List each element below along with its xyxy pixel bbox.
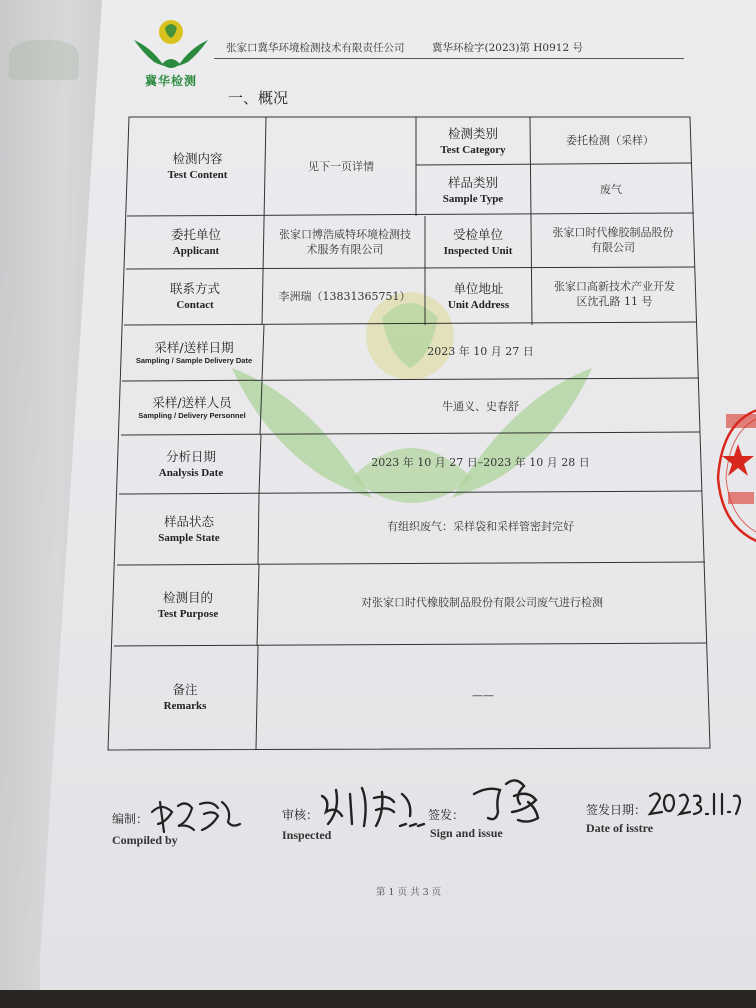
value-remarks <box>258 644 708 748</box>
header-divider <box>214 58 684 59</box>
official-seal-stamp <box>706 398 756 548</box>
label-applicant-en: Applicant <box>172 244 220 257</box>
label-remarks <box>112 646 258 749</box>
label-sampling-personnel-en: Sampling / Delivery Personnel <box>138 411 246 421</box>
label-contact-en: Contact <box>176 299 214 312</box>
label-analysis-date-en: Analysis Date <box>158 466 224 479</box>
page-number: 第 1 页 共 3 页 <box>376 887 442 898</box>
value-sample-state <box>259 492 702 563</box>
value-sample-state-text: 有组织废气：采样袋和采样管密封完好 <box>387 520 574 534</box>
issue-date-label-cn: 签发日期： <box>586 803 647 817</box>
issue-date-label-en: Date of isstre <box>586 821 654 835</box>
section-title: 一、概况 <box>228 89 289 107</box>
label-sample-state <box>119 494 259 565</box>
label-remarks-cn: 备注 <box>172 681 198 697</box>
label-inspected-unit-en: Inspected Unit <box>443 244 513 257</box>
label-applicant-cn: 委托单位 <box>170 226 221 242</box>
sign-label-en: Sign and issue <box>430 826 503 840</box>
label-contact-cn: 联系方式 <box>169 281 220 297</box>
label-test-category <box>416 118 530 165</box>
compiled-signature <box>148 794 244 838</box>
inspected-label-cn: 审核： <box>282 808 319 822</box>
label-sampling-date <box>124 325 264 381</box>
label-test-category-en: Test Category <box>440 143 506 156</box>
label-test-category-cn: 检测类别 <box>447 125 498 141</box>
sign-label-cn: 签发： <box>428 808 465 822</box>
label-analysis-date <box>121 435 261 494</box>
value-test-category <box>530 118 690 165</box>
value-analysis-date-text: 2023 年 10 月 27 日–2023 年 10 月 28 日 <box>371 456 590 470</box>
value-sampling-date-text: 2023 年 10 月 27 日 <box>427 344 534 358</box>
label-sample-state-cn: 样品状态 <box>163 513 214 529</box>
issue-date-handwritten <box>646 786 742 820</box>
label-test-content-en: Test Content <box>167 169 228 182</box>
value-unit-address <box>532 267 697 323</box>
label-inspected-unit <box>425 216 531 269</box>
value-test-purpose-text: 对张家口时代橡胶制品股份有限公司废气进行检测 <box>361 596 603 610</box>
value-sampling-personnel <box>262 380 699 434</box>
label-test-purpose <box>117 565 259 646</box>
label-analysis-date-cn: 分析日期 <box>165 448 216 464</box>
value-contact-text: 李洲瑞（13831365751） <box>278 289 411 303</box>
value-test-content-text: 见下一页详情 <box>308 159 374 173</box>
logo-wordmark: 冀华检测 <box>145 74 198 88</box>
label-sampling-personnel <box>122 381 262 435</box>
label-sampling-personnel-cn: 采样/送样人员 <box>152 394 232 410</box>
label-test-content <box>129 118 266 216</box>
label-remarks-en: Remarks <box>163 699 207 712</box>
label-contact <box>126 269 264 325</box>
value-inspected-unit <box>531 214 695 267</box>
compiled-label-cn: 编制： <box>112 812 149 826</box>
label-test-content-cn: 检测内容 <box>172 151 223 167</box>
value-applicant-line1: 张家口博浩威特环境检测技 <box>279 227 411 241</box>
value-inspected-unit-line2: 有限公司 <box>591 240 635 254</box>
value-test-category-text: 委托检测（采样） <box>566 134 654 148</box>
label-sampling-date-en: Sampling / Sample Delivery Date <box>135 356 253 366</box>
label-test-purpose-cn: 检测目的 <box>162 589 213 605</box>
value-analysis-date <box>261 434 700 493</box>
label-sample-state-en: Sample State <box>158 531 220 544</box>
value-sampling-personnel-text: 牛通义、史春舒 <box>442 399 519 413</box>
value-sample-type-text: 废气 <box>600 183 622 197</box>
label-unit-address <box>425 269 532 325</box>
value-unit-address-line1: 张家口高新技术产业开发 <box>554 280 675 294</box>
value-sampling-date <box>264 324 697 380</box>
header-company-name: 张家口冀华环境检测技术有限责任公司 <box>226 42 405 54</box>
header-report-number: 冀华环检字(2023)第 H0912 号 <box>432 42 583 54</box>
compiled-label-en: Compiled by <box>112 833 178 847</box>
inspected-signature <box>316 782 428 836</box>
value-unit-address-line2: 区沈孔路 11 号 <box>576 295 653 308</box>
label-inspected-unit-cn: 受检单位 <box>452 226 503 242</box>
value-test-content <box>266 118 416 216</box>
label-unit-address-cn: 单位地址 <box>453 281 504 297</box>
background-page-logo-ghost <box>9 40 80 80</box>
label-test-purpose-en: Test Purpose <box>157 607 219 620</box>
value-applicant <box>265 216 425 269</box>
label-sample-type-en: Sample Type <box>442 192 504 205</box>
value-applicant-line2: 术服务有限公司 <box>306 242 384 256</box>
value-test-purpose <box>259 563 705 644</box>
label-sample-type <box>416 165 530 216</box>
value-contact <box>264 269 425 325</box>
label-unit-address-en: Unit Address <box>447 299 510 312</box>
value-remarks-text: —— <box>472 688 494 702</box>
label-sampling-date-cn: 采样/送样日期 <box>154 339 234 355</box>
value-sample-type <box>530 165 692 216</box>
inspected-label-en: Inspected <box>282 828 332 842</box>
issue-signature <box>466 772 550 830</box>
value-inspected-unit-line1: 张家口时代橡胶制品股份 <box>552 225 674 239</box>
label-sample-type-cn: 样品类别 <box>447 174 498 190</box>
label-applicant <box>127 216 265 269</box>
